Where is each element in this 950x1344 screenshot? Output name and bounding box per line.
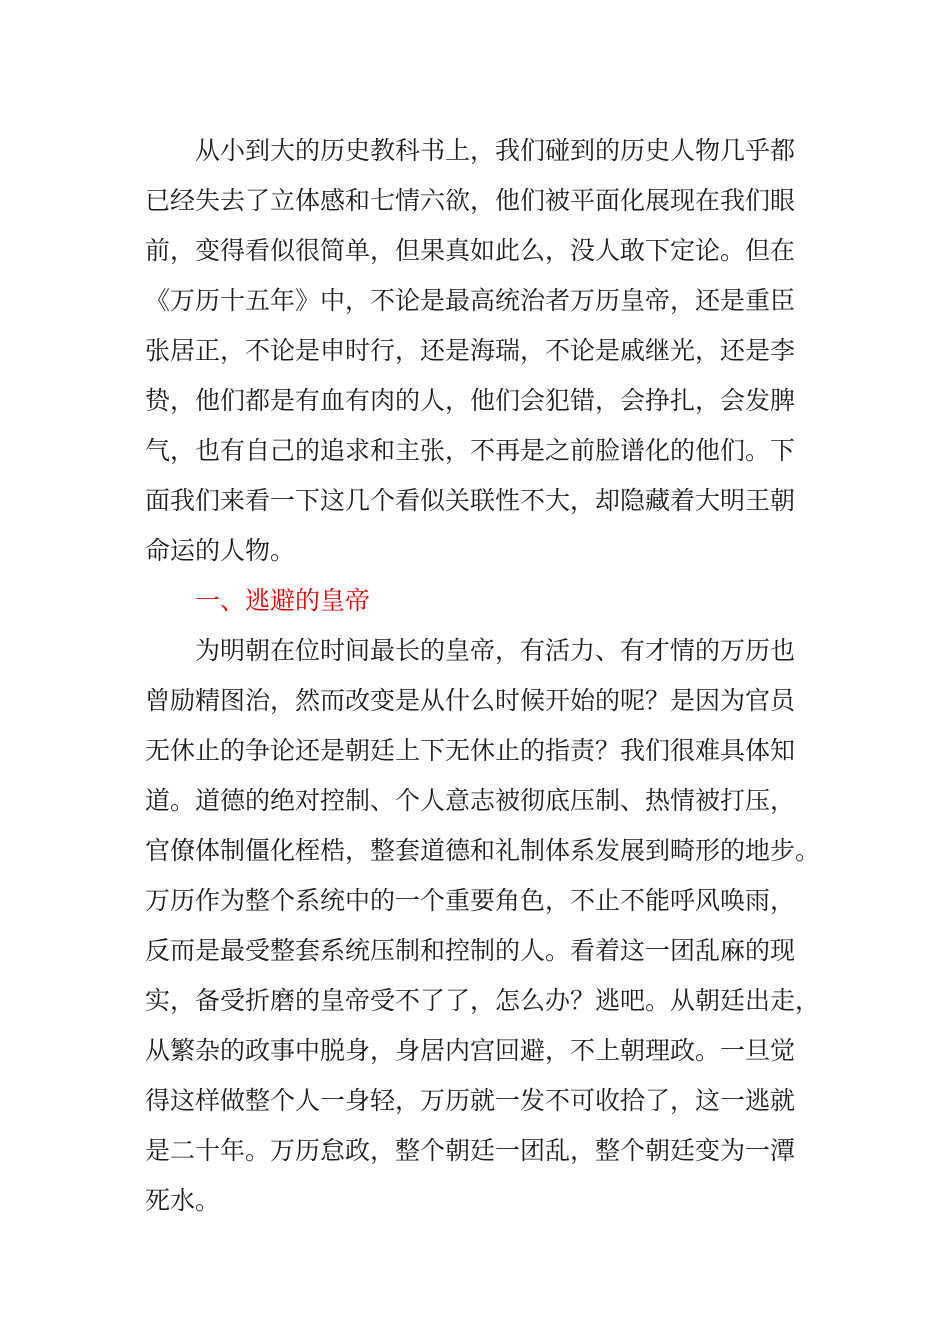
paragraph-line: 无休止的争论还是朝廷上下无休止的指责？我们很难具体知 bbox=[145, 736, 796, 765]
paragraph-line: 为明朝在位时间最长的皇帝，有活力、有才情的万历也 bbox=[195, 636, 796, 665]
section-heading: 一、逃避的皇帝 bbox=[195, 586, 371, 615]
paragraph-line: 反而是最受整套系统压制和控制的人。看着这一团乱麻的现 bbox=[145, 936, 796, 965]
paragraph-line: 道。道德的绝对控制、个人意志被彻底压制、热情被打压， bbox=[145, 786, 796, 815]
paragraph-line: 曾励精图治，然而改变是从什么时候开始的呢？是因为官员 bbox=[145, 686, 796, 715]
paragraph-line: 得这样做整个人一身轻，万历就一发不可收拾了，这一逃就 bbox=[145, 1086, 796, 1115]
paragraph-intro bbox=[145, 126, 797, 576]
document-body bbox=[145, 126, 821, 1226]
paragraph-line: 贽，他们都是有血有肉的人，他们会犯错，会挣扎，会发脾 bbox=[145, 386, 796, 415]
paragraph-line: 张居正，不论是申时行，还是海瑞，不论是戚继光，还是李 bbox=[145, 336, 796, 365]
paragraph-line: 前，变得看似很简单，但果真如此么，没人敢下定论。但在 bbox=[145, 236, 796, 265]
paragraph-line: 从小到大的历史教科书上，我们碰到的历史人物几乎都 bbox=[195, 136, 796, 165]
paragraph-line: 从繁杂的政事中脱身，身居内宫回避，不上朝理政。一旦觉 bbox=[145, 1036, 796, 1065]
paragraph-line: 官僚体制僵化桎梏，整套道德和礼制体系发展到畸形的地步。 bbox=[145, 836, 821, 865]
paragraph-line: 实，备受折磨的皇帝受不了了，怎么办？逃吧。从朝廷出走， bbox=[145, 986, 821, 1015]
paragraph-line: 《万历十五年》中，不论是最高统治者万历皇帝，还是重臣 bbox=[145, 286, 796, 315]
paragraph-line: 是二十年。万历怠政，整个朝廷一团乱，整个朝廷变为一潭 bbox=[145, 1136, 796, 1165]
paragraph-line: 万历作为整个系统中的一个重要角色，不止不能呼风唤雨， bbox=[145, 886, 796, 915]
paragraph-line: 气，也有自己的追求和主张，不再是之前脸谱化的他们。下 bbox=[145, 436, 796, 465]
paragraph-line: 死水。 bbox=[145, 1186, 221, 1215]
paragraph-emperor bbox=[145, 626, 821, 1226]
paragraph-line: 面我们来看一下这几个看似关联性不大，却隐藏着大明王朝 bbox=[145, 486, 796, 515]
paragraph-line: 已经失去了立体感和七情六欲，他们被平面化展现在我们眼 bbox=[145, 186, 796, 215]
paragraph-line: 命运的人物。 bbox=[145, 536, 296, 565]
